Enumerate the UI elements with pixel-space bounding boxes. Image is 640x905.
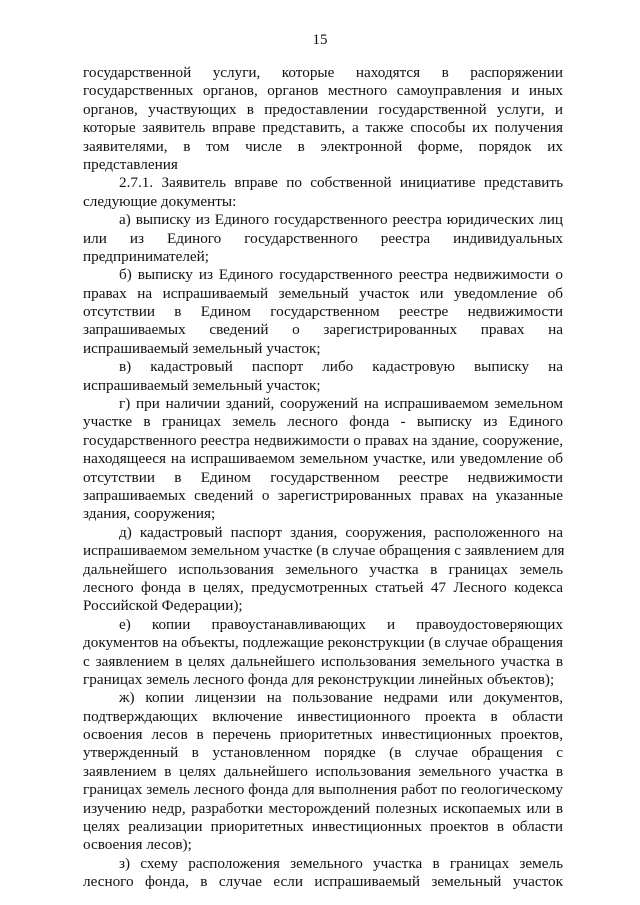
text-line: отсутствии в Едином государственном реестре недвижимости — [83, 303, 563, 321]
text-line: запрашиваемых сведений о зарегистрированных правах на указанные — [83, 486, 563, 504]
text-line: правах на испрашиваемый земельный участок или уведомление об — [83, 284, 563, 302]
paragraph-item-a — [83, 211, 563, 266]
text-line: участке в границах земель лесного фонда - выписку из Единого — [83, 413, 563, 431]
paragraph-clause-2-7-1 — [83, 174, 563, 211]
text-line: ж) копии лицензии на пользование недрами или документов, — [119, 689, 563, 707]
text-line: с заявлением в целях дальнейшего использования земельного участка в — [83, 652, 563, 670]
paragraph-item-e — [83, 616, 563, 690]
paragraph-item-d — [83, 524, 563, 616]
text-line: е) копии правоустанавливающих и правоудостоверяющих — [119, 615, 563, 633]
text-line: 2.7.1. Заявитель вправе по собственной инициативе представить — [119, 174, 563, 192]
text-line: границах земель лесного фонда для выполнения работ по геологическому — [83, 781, 563, 799]
paragraph-item-zh — [83, 689, 563, 855]
text-line: освоения лесов); — [83, 836, 192, 854]
paragraph-item-v — [83, 358, 563, 395]
text-line: следующие документы: — [83, 192, 237, 210]
text-line: органов, участвующих в предоставлении государственной услуги, и — [83, 100, 563, 118]
text-line: испрашиваемый земельный участок; — [83, 376, 321, 394]
text-line: б) выписку из Единого государственного реестра недвижимости о — [119, 266, 563, 284]
text-line: государственного реестра недвижимости о правах на здание, сооружение, — [83, 431, 563, 449]
text-line: здания, сооружения; — [83, 505, 216, 523]
text-line: в) кадастровый паспорт либо кадастровую выписку на — [119, 358, 563, 376]
text-line: д) кадастровый паспорт здания, сооружения, расположенного на — [119, 523, 563, 541]
text-line: г) при наличии зданий, сооружений на испрашиваемом земельном — [119, 395, 563, 413]
paragraph-intro — [83, 64, 563, 174]
paragraph-item-b — [83, 266, 563, 358]
text-line: запрашиваемых сведений о зарегистрированных правах на — [83, 321, 563, 339]
text-line: дальнейшего использования земельного участка в границах земель — [83, 560, 563, 578]
paragraph-item-z — [83, 855, 563, 892]
text-line: находящееся на испрашиваемом земельном участке, или уведомление об — [83, 450, 563, 468]
text-line: а) выписку из Единого государственного реестра юридических лиц — [119, 211, 563, 229]
text-line: Российской Федерации); — [83, 597, 243, 615]
text-line: представления — [83, 155, 178, 173]
text-line: утвержденный в установленном порядке (в случае обращения с — [83, 744, 563, 762]
text-line: испрашиваемый земельный участок; — [83, 339, 321, 357]
text-line: отсутствии в Едином государственном реестре недвижимости — [83, 468, 563, 486]
text-line: лесного фонда, в случае если испрашиваемый земельный участок — [83, 873, 563, 891]
text-line: документов на объекты, подлежащие реконструкции (в случае обращения — [83, 634, 563, 652]
document-body — [83, 64, 563, 892]
page-number: 15 — [312, 32, 328, 48]
text-line: подтверждающих включение инвестиционного проекта в области — [83, 707, 563, 725]
text-line: освоения лесов в перечень приоритетных инвестиционных проектов, — [83, 726, 563, 744]
text-line: которые заявитель вправе представить, а также способы их получения — [83, 119, 563, 137]
text-line: заявителями, в том числе в электронной форме, порядок их — [83, 137, 563, 155]
text-line: предпринимателей; — [83, 247, 209, 265]
text-line: изучению недр, разработки месторождений полезных ископаемых или в — [83, 799, 563, 817]
text-line: государственной услуги, которые находятся в распоряжении — [83, 64, 563, 81]
text-line: испрашиваемом земельном участке (в случае обращения с заявлением для — [83, 542, 565, 560]
text-line: заявлением в целях дальнейшего использования земельного участка в — [83, 762, 563, 780]
text-line: границах земель лесного фонда для реконструкции линейных объектов); — [83, 670, 555, 688]
text-line: лесного фонда в целях, предусмотренных статьей 47 Лесного кодекса — [83, 578, 563, 596]
text-line: з) схему расположения земельного участка в границах земель — [119, 854, 563, 872]
paragraph-item-g — [83, 395, 563, 524]
text-line: или из Единого государственного реестра индивидуальных — [83, 229, 563, 247]
text-line: государственных органов, органов местного самоуправления и иных — [83, 82, 563, 100]
text-line: целях реализации приоритетных инвестиционных проектов в области — [83, 818, 563, 836]
